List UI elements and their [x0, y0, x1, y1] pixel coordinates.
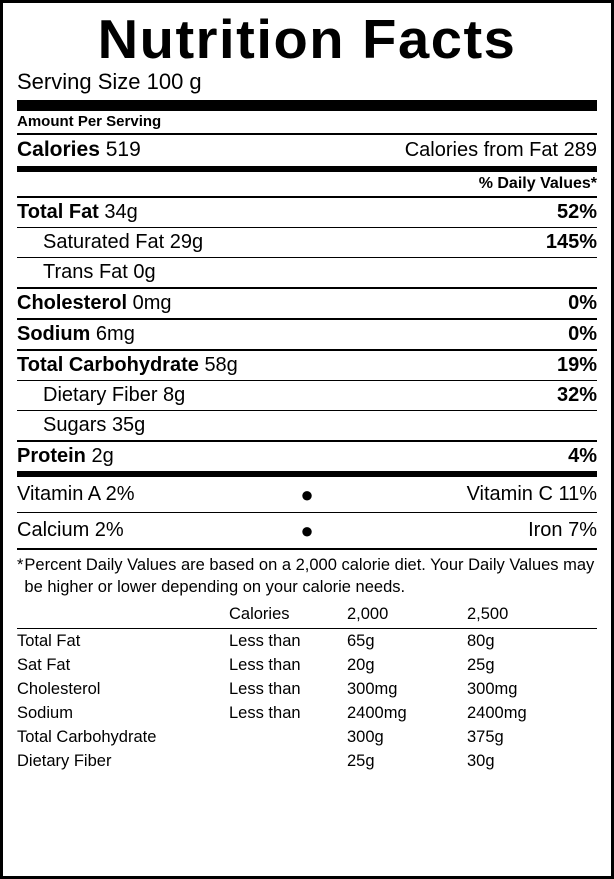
bullet-separator-icon: ● [300, 481, 314, 507]
dv-row-2500: 2400mg [467, 703, 527, 722]
serving-size: Serving Size 100 g [17, 69, 202, 95]
nutrient-value: 35g [111, 414, 146, 437]
nutrient-row-total-fat [17, 198, 597, 227]
dv-row-lessthan: Less than [229, 631, 301, 650]
dv-row-name: Sat Fat [17, 655, 71, 674]
nutrient-name-value [17, 445, 114, 468]
calories-row [17, 135, 597, 166]
nutrient-value: 29g [169, 231, 204, 254]
dv-row-lessthan [229, 725, 347, 749]
dv-header-blank [17, 603, 229, 629]
dv-row-name: Dietary Fiber [17, 751, 112, 770]
nutrient-name: Protein [17, 445, 86, 468]
daily-value-table [17, 603, 597, 774]
dv-row-2500: 30g [467, 751, 495, 770]
vitamin-a: Vitamin A 2% [17, 483, 135, 506]
nutrient-percent: 19% [556, 354, 597, 377]
nutrient-name: Saturated Fat [43, 231, 165, 254]
nutrient-row-sugars [17, 411, 597, 440]
dv-row-lessthan [229, 749, 347, 773]
vitamin-row-a-c [17, 477, 597, 512]
nutrient-row-saturated-fat [17, 228, 597, 257]
nutrient-name-value [17, 323, 135, 346]
calories-from-fat: Calories from Fat 289 [404, 139, 597, 162]
nutrient-name: Sodium [17, 323, 91, 346]
nutrient-name: Trans Fat [43, 261, 128, 284]
nutrient-percent: 145% [545, 231, 597, 254]
dv-row-2000: 25g [347, 751, 375, 770]
nutrient-name: Sugars [43, 414, 107, 437]
nutrient-row-sodium [17, 320, 597, 349]
iron: Iron 7% [528, 519, 597, 542]
nutrient-value: 0mg [132, 292, 172, 315]
dv-row-name: Cholesterol [17, 679, 101, 698]
dv-row-2500: 300mg [467, 679, 518, 698]
nutrient-row-protein [17, 442, 597, 471]
nutrient-name-value [43, 261, 156, 284]
page-title: Nutrition Facts [97, 8, 517, 70]
footnote-text: Percent Daily Values are based on a 2,000 calorie diet. Your Daily Values may be higher or lower depending on your calorie needs. [24, 556, 595, 597]
nutrient-name-value [43, 384, 185, 407]
divider-thick-top [17, 100, 597, 111]
table-row [17, 725, 597, 749]
dv-row-2500: 25g [467, 655, 495, 674]
table-row [17, 701, 597, 725]
nutrient-name: Total Fat [17, 201, 99, 224]
daily-value-header: % Daily Values* [478, 175, 597, 193]
dv-row-2000: 2400mg [347, 703, 407, 722]
nutrient-row-cholesterol [17, 289, 597, 318]
footnote-asterisk: * [17, 556, 24, 575]
table-row [17, 653, 597, 677]
dv-row-lessthan: Less than [229, 679, 301, 698]
nutrient-value: 58g [204, 354, 238, 377]
dv-row-2000: 20g [347, 655, 375, 674]
nutrient-row-dietary-fiber [17, 381, 597, 410]
table-row [17, 749, 597, 773]
amount-per-serving-label: Amount Per Serving [17, 113, 162, 131]
calories-label: Calories [17, 138, 100, 162]
table-header-row [17, 603, 597, 629]
nutrient-name: Cholesterol [17, 292, 128, 315]
vitamin-c: Vitamin C 11% [466, 483, 597, 506]
dv-row-name: Total Carbohydrate [17, 727, 157, 746]
nutrient-percent: 0% [568, 292, 597, 315]
bullet-separator-icon: ● [300, 517, 314, 543]
nutrient-percent: 32% [556, 384, 597, 407]
dv-row-lessthan: Less than [229, 655, 301, 674]
footnote [17, 550, 597, 601]
dv-row-name: Total Fat [17, 631, 81, 650]
nutrient-value: 2g [91, 445, 114, 468]
nutrient-value: 8g [163, 384, 186, 407]
calories-left [17, 138, 141, 162]
dv-row-2000: 300mg [347, 679, 398, 698]
nutrient-name-value [17, 292, 172, 315]
dv-row-lessthan: Less than [229, 703, 301, 722]
nutrient-value: 6mg [95, 323, 135, 346]
calcium: Calcium 2% [17, 519, 124, 542]
nutrient-row-trans-fat [17, 258, 597, 287]
nutrient-name-value [43, 231, 203, 254]
dv-header-2000: 2,000 [347, 605, 389, 624]
nutrient-value: 0g [133, 261, 156, 284]
nutrient-percent: 52% [556, 201, 597, 224]
dv-row-2500: 375g [467, 727, 504, 746]
dv-row-2000: 65g [347, 631, 375, 650]
nutrient-name-value [17, 201, 138, 224]
nutrient-name-value [43, 414, 145, 437]
table-row [17, 677, 597, 701]
nutrient-name: Total Carbohydrate [17, 354, 199, 377]
dv-row-2000: 300g [347, 727, 384, 746]
nutrient-percent: 4% [568, 445, 597, 468]
dv-header-calories: Calories [229, 605, 290, 624]
calories-value: 519 [105, 138, 141, 162]
dv-header-2500: 2,500 [467, 605, 509, 624]
vitamin-row-calcium-iron [17, 513, 597, 548]
nutrient-name: Dietary Fiber [43, 384, 158, 407]
table-row [17, 629, 597, 654]
dv-row-name: Sodium [17, 703, 73, 722]
nutrient-name-value [17, 354, 238, 377]
nutrient-percent: 0% [568, 323, 597, 346]
nutrient-value: 34g [104, 201, 138, 224]
dv-row-2500: 80g [467, 631, 495, 650]
nutrient-row-total-carbohydrate [17, 351, 597, 380]
